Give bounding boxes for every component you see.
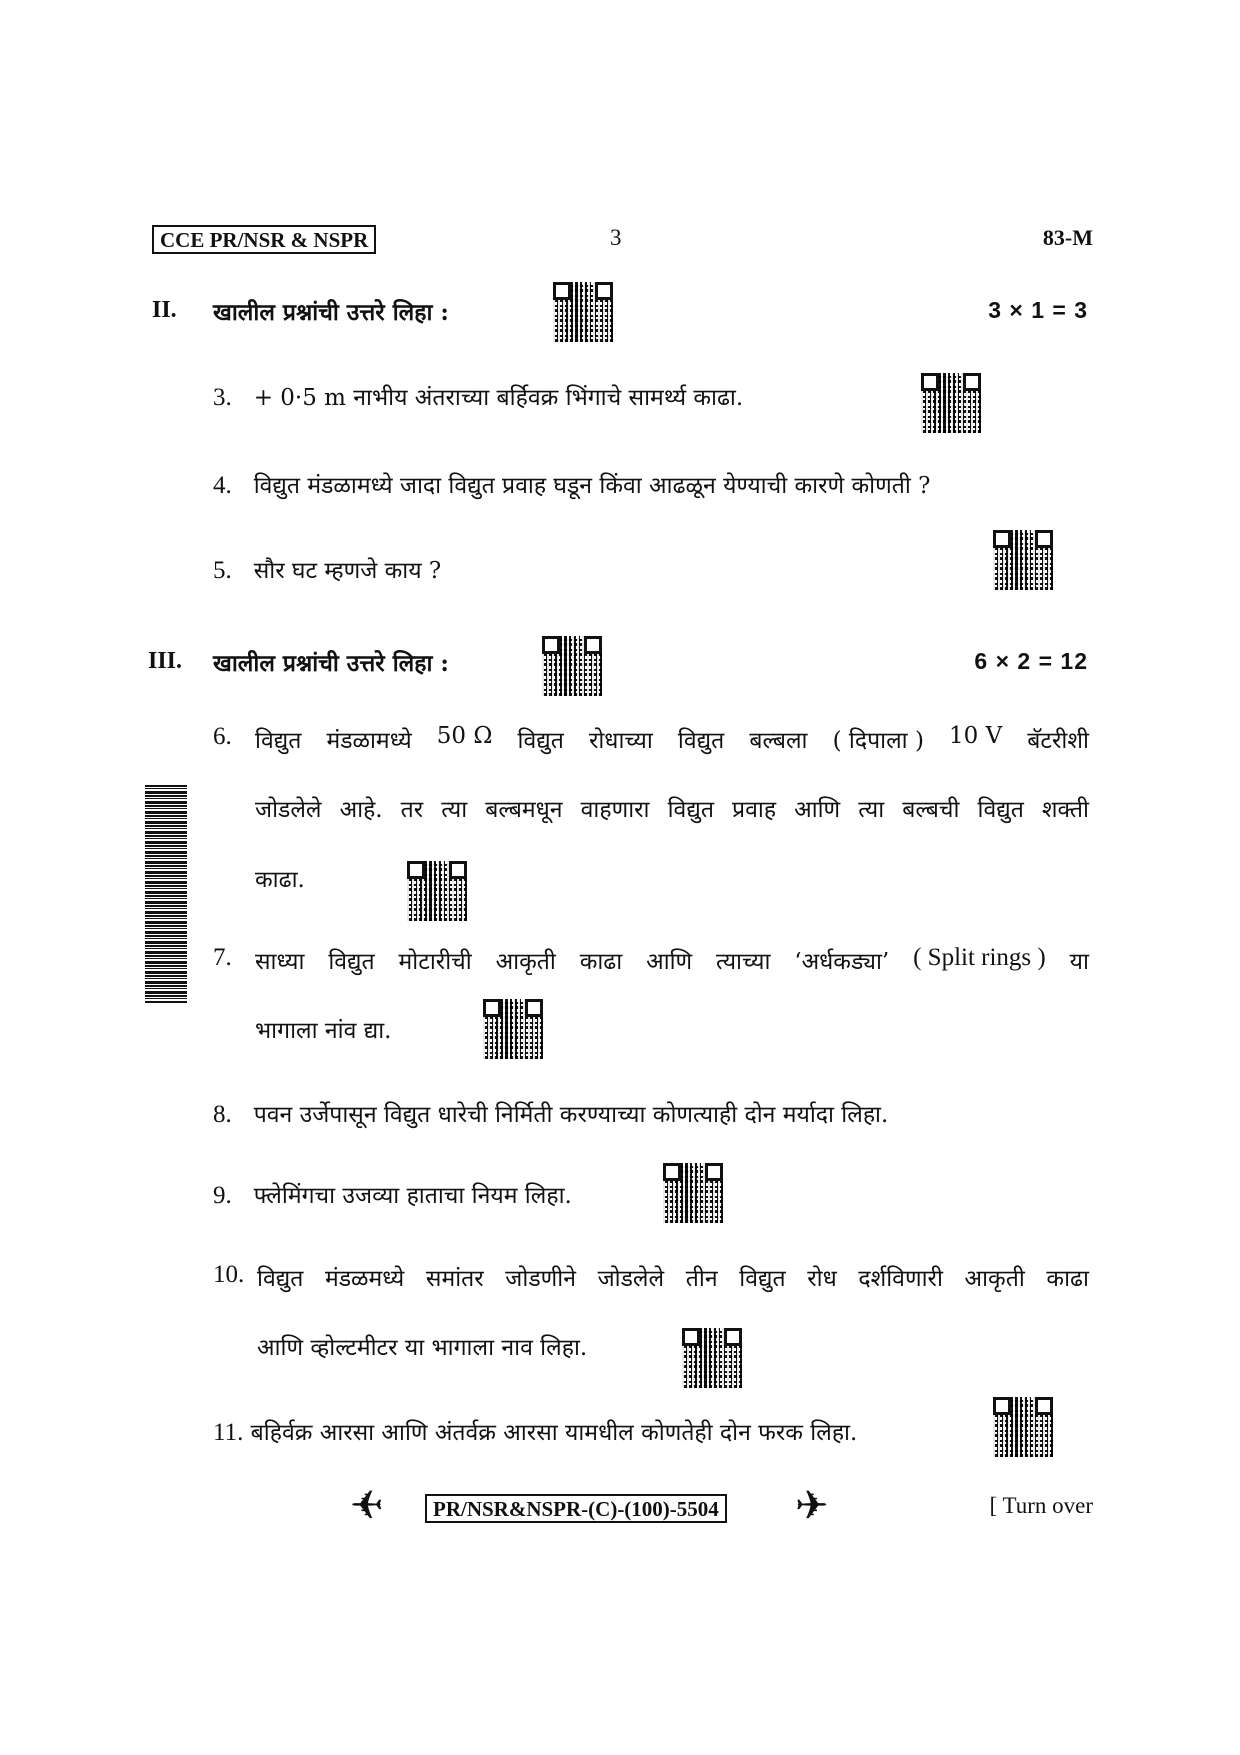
- question-8: [213, 1097, 888, 1129]
- word: दर्शविणारी: [858, 1266, 943, 1292]
- series-code-box: CCE PR/NSR & NSPR: [152, 225, 376, 254]
- word: या: [1069, 949, 1089, 975]
- question-6-line-3: काढा.: [255, 867, 305, 893]
- word: साध्या: [255, 949, 305, 975]
- qr-code-icon: [993, 530, 1053, 590]
- qr-code-icon: [542, 636, 602, 696]
- word: ‘अर्धकड्या’: [794, 949, 890, 975]
- word: विद्युत: [739, 1266, 786, 1292]
- question-10-number: 10.: [213, 1261, 245, 1288]
- word: विद्युत: [667, 797, 714, 823]
- word: रोधाच्या: [588, 728, 653, 754]
- section-3-number: III.: [148, 648, 183, 674]
- question-6-line-1: [255, 723, 1089, 755]
- word: आकृती: [495, 949, 556, 975]
- word: रोध: [807, 1266, 837, 1292]
- word: बल्बमधून: [485, 797, 563, 823]
- question-7-number: 7.: [213, 944, 232, 971]
- footer-code-box: PR/NSR&NSPR-(C)-(100)-5504: [425, 1494, 727, 1523]
- qr-code-icon: [682, 1328, 742, 1388]
- word: आणि: [646, 949, 693, 975]
- question-number: 4.: [213, 472, 232, 499]
- word: 50 Ω: [436, 723, 493, 749]
- section-2-number: II.: [152, 297, 177, 323]
- word: समांतर: [425, 1266, 484, 1292]
- word: विद्युत: [517, 728, 564, 754]
- question-5: [213, 553, 441, 585]
- word: बल्बची: [902, 797, 960, 823]
- section-3-marks: 6 × 2 = 12: [974, 648, 1088, 674]
- word: काढा: [579, 949, 623, 975]
- question-text: बहिर्वक्र आरसा आणि अंतर्वक्र आरसा यामधील कोणतेही दोन फरक लिहा.: [250, 1420, 858, 1446]
- question-9: [213, 1178, 572, 1210]
- qr-code-icon: [993, 1397, 1053, 1457]
- question-text: सौर घट म्हणजे काय ?: [253, 558, 442, 584]
- qr-code-icon: [663, 1163, 723, 1223]
- qr-code-icon: [407, 861, 467, 921]
- word: जोडलेले: [255, 797, 322, 823]
- word: तर: [400, 797, 424, 823]
- turn-over-label: [ Turn over: [989, 1493, 1093, 1518]
- word: त्याच्या: [716, 949, 771, 975]
- word: विद्युत: [255, 728, 302, 754]
- word: मोटारीची: [398, 949, 472, 975]
- word: विद्युत: [677, 728, 725, 754]
- word: 10 V: [949, 723, 1003, 749]
- question-6-number: 6.: [213, 723, 232, 750]
- question-text: + 0·5 m नाभीय अंतराच्या बर्हिवक्र भिंगाचे सामर्थ्य काढा.: [253, 385, 744, 411]
- word: बल्बला: [749, 728, 808, 754]
- question-text: फ्लेमिंगचा उजव्या हाताचा नियम लिहा.: [253, 1183, 572, 1209]
- question-11: [213, 1415, 857, 1447]
- word: मंडळामध्ये: [326, 728, 412, 754]
- question-number: 8.: [213, 1101, 232, 1128]
- question-number: 9.: [213, 1182, 232, 1209]
- question-10-line-1: [257, 1261, 1089, 1293]
- word: प्रवाह: [731, 797, 777, 823]
- word: त्या: [858, 797, 885, 823]
- question-6-line-2: [255, 792, 1089, 824]
- word: ( Split rings ): [913, 944, 1046, 971]
- word: तीन: [685, 1266, 718, 1292]
- word: आहे.: [339, 797, 383, 823]
- word: विद्युत: [977, 797, 1024, 823]
- word: विद्युत: [257, 1266, 304, 1292]
- question-7-line-2: भागाला नांव द्या.: [255, 1018, 392, 1044]
- question-3: [213, 380, 743, 412]
- airplane-right-icon: ✈: [795, 1483, 829, 1529]
- section-2-marks: 3 × 1 = 3: [988, 297, 1088, 323]
- paper-code: 83-M: [1042, 225, 1093, 250]
- question-10-line-2: आणि व्होल्टमीटर या भागाला नाव लिहा.: [257, 1335, 588, 1361]
- word: जोडणीने: [505, 1266, 576, 1292]
- question-text: विद्युत मंडळामध्ये जादा विद्युत प्रवाह घडून किंवा आढळून येण्याची कारणे कोणती ?: [253, 473, 931, 499]
- word: विद्युत: [328, 949, 375, 975]
- question-4: [213, 468, 930, 500]
- word: मंडळमध्ये: [324, 1266, 405, 1292]
- word: त्या: [441, 797, 468, 823]
- section-2-title: खालील प्रश्नांची उत्तरे लिहा :: [213, 299, 449, 326]
- question-text: पवन उर्जेपासून विद्युत धारेची निर्मिती करण्याच्या कोणत्याही दोन मर्यादा लिहा.: [253, 1102, 889, 1128]
- question-number: 3.: [213, 384, 232, 411]
- question-7-line-1: [255, 944, 1089, 976]
- word: वाहणारा: [580, 797, 650, 823]
- word: शक्ती: [1041, 797, 1089, 823]
- word: आणि: [794, 797, 841, 823]
- page-number: 3: [610, 225, 622, 250]
- word: काढा: [1046, 1266, 1089, 1292]
- section-3-title: खालील प्रश्नांची उत्तरे लिहा :: [213, 650, 449, 677]
- qr-code-icon: [483, 999, 543, 1059]
- qr-code-icon: [553, 282, 613, 342]
- question-number: 5.: [213, 557, 232, 584]
- word: बॅटरीशी: [1027, 728, 1089, 754]
- barcode-icon: [145, 785, 187, 1003]
- qr-code-icon: [921, 373, 981, 433]
- airplane-left-icon: ✈: [350, 1483, 384, 1529]
- word: जोडलेले: [597, 1266, 665, 1292]
- word: ( दिपाला ): [832, 728, 924, 754]
- word: आकृती: [964, 1266, 1025, 1292]
- question-number: 11.: [213, 1419, 244, 1446]
